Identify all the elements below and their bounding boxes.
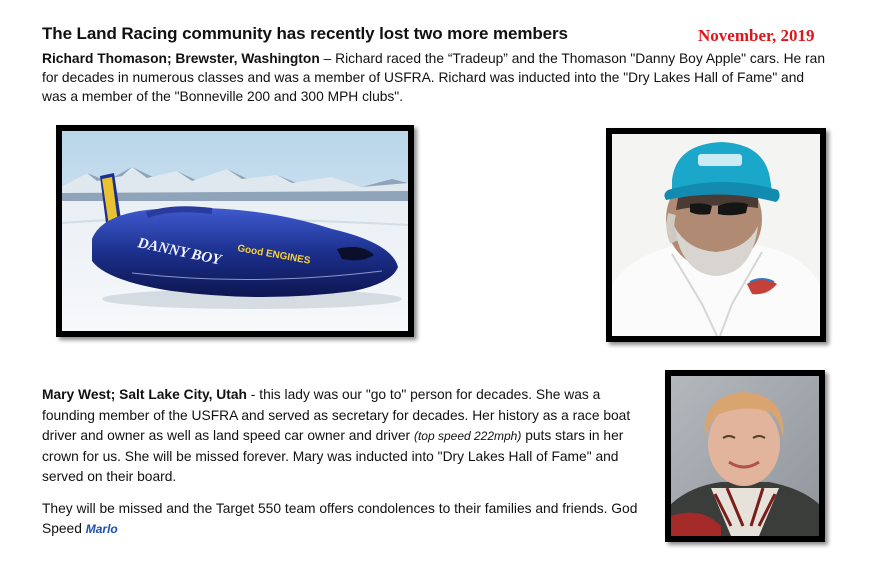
richard-paragraph — [42, 49, 832, 106]
car-sponsor-label: Good ENGINES — [236, 243, 312, 267]
mary-speed-note: (top speed 222mph) — [413, 429, 522, 443]
mary-text-a: - this lady was our "go to" person for decades. She was a founding member of the USFRA and served as secretary for decades. Her history as a race boat driver and owner as well as land speed car owner and driver — [42, 387, 631, 443]
headline: The Land Racing community has recently lost two more members — [42, 24, 568, 43]
mary-text-b: puts stars in her crown for us. She will be missed forever. Mary was inducted into "Dry Lakes Hall of Fame" and served on their board. — [42, 428, 624, 484]
car-name-label: DANNY BOY — [136, 235, 223, 269]
mary-photo — [671, 376, 819, 536]
mary-name-location: Mary West; Salt Lake City, Utah — [42, 387, 247, 402]
car-photo — [62, 131, 408, 331]
closing-text: They will be missed and the Target 550 team offers condolences to their families and friends. God Speed — [42, 501, 638, 536]
car-photo-frame — [56, 125, 414, 337]
mary-paragraph — [42, 385, 654, 488]
closing-paragraph — [42, 499, 642, 539]
richard-photo — [612, 134, 820, 336]
richard-photo-frame — [606, 128, 826, 342]
issue-date: November, 2019 — [698, 26, 815, 45]
mary-photo-frame — [665, 370, 825, 542]
signature: Marlo — [85, 522, 118, 536]
richard-text: – Richard raced the “Tradeup” and the Thomason "Danny Boy Apple" cars. He ran for decades in numerous classes and was a member of USFRA. Richard was inducted into the "Dry Lakes Hall of Fame" and was a member of the "Bonneville 200 and 300 MPH clubs". — [42, 51, 825, 104]
richard-name-location: Richard Thomason; Brewster, Washington — [42, 51, 320, 66]
